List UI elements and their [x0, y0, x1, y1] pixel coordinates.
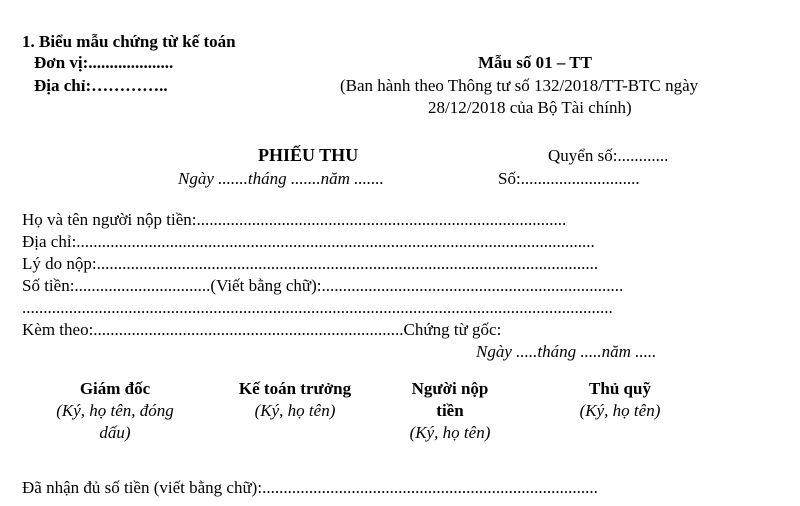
payer-name-field: Họ và tên người nộp tiền:....................................................................................... [22, 210, 567, 229]
signature-cashier [540, 378, 700, 422]
attached-field: Kèm theo:.........................................................................Chứng từ gốc: [22, 320, 502, 339]
signature-note: (Ký, họ tên) [254, 401, 336, 420]
signature-title: Kế toán trưởng [238, 379, 352, 398]
signature-title: Thủ quỹ [589, 379, 651, 398]
address-field: Địa chỉ:.......................................................................................................................... [22, 232, 595, 251]
issued-line-2: 28/12/2018 của Bộ Tài chính) [428, 98, 632, 117]
signature-payer [370, 378, 530, 444]
signature-title: Giám đốc [79, 379, 151, 398]
signature-note: (Ký, họ tên) [409, 423, 491, 442]
page-title: PHIẾU THU [258, 145, 359, 165]
signature-note: dấu) [99, 423, 131, 442]
form-number: Mẫu số 01 – TT [478, 53, 592, 72]
section-heading: 1. Biểu mẫu chứng từ kế toán [22, 32, 236, 51]
book-number: Quyển số:............ [548, 146, 669, 165]
signature-title: Người nộp [411, 379, 489, 398]
issued-line-1: (Ban hành theo Thông tư số 132/2018/TT-BTC ngày [340, 76, 699, 95]
signature-title: tiền [436, 401, 464, 420]
signature-director [30, 378, 200, 444]
unit-address-field: Địa chỉ:………….. [34, 76, 168, 95]
original-doc-date: Ngày .....tháng .....năm ..... [476, 342, 657, 361]
amount-continuation: ........................................................................................................................................... [22, 298, 613, 317]
reason-field: Lý do nộp:...................................................................................................................... [22, 254, 599, 273]
unit-field: Đơn vị:.................... [34, 53, 174, 72]
date-line: Ngày .......tháng .......năm ....... [178, 169, 384, 188]
amount-field: Số tiền:................................(Viết bằng chữ):....................................................................... [22, 276, 624, 295]
signature-note: (Ký, họ tên) [579, 401, 661, 420]
receipt-number: Số:............................ [498, 169, 640, 188]
signature-note: (Ký, họ tên, đóng [56, 401, 174, 420]
received-amount-field: Đã nhận đủ số tiền (viết bằng chữ):............................................................................... [22, 478, 598, 497]
signature-chief-accountant [210, 378, 380, 422]
